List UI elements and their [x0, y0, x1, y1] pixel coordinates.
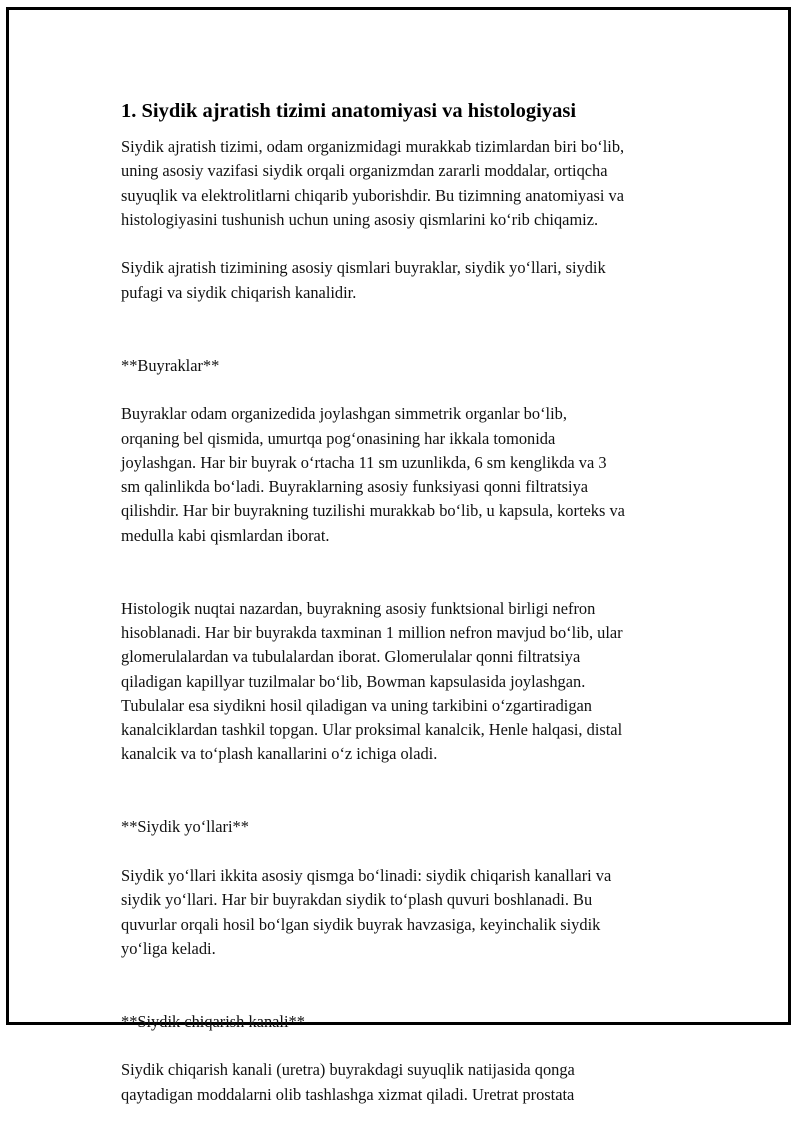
section-uretra: [121, 985, 721, 1106]
parts-paragraph: Siydik ajratish tizimining asosiy qismlari buyraklar, siydik yo‘llari, siydik pufagi va siydik chiqarish kanalidir.: [121, 258, 606, 302]
section-siydik-yollari: [121, 791, 721, 961]
section-body-uretra: Siydik chiqarish kanali (uretra) buyrakdagi suyuqlik natijasida qonga qaytadigan moddalarni olib tashlashga xizmat qiladi. Uretrat prostata: [121, 1060, 575, 1104]
section-body-histology: Histologik nuqtai nazardan, buyrakning asosiy funktsional birligi nefron hisoblanadi. Har bir buyrakda taxminan 1 million nefron mavjud bo‘lib, ular glomerulalardan va tubulalardan iborat. Glomerulalar qonni filtratsiya qiladigan kapillyar tuzilmalar bo‘lib, Bowman kapsulasida joylashgan. Tubulalar esa siydikni hosil qiladigan va uning tarkibini o‘zgartiradigan kanalciklardan tashkil topgan. Ular proksimal kanalcik, Henle halqasi, distal kanalcik va to‘plash kanallarini o‘z ichiga oladi.: [121, 598, 623, 764]
page-frame: [6, 7, 791, 1104]
section-heading-uretra: **Siydik chiqarish kanali**: [121, 1011, 305, 1031]
section-heading-siydik-yollari: **Siydik yo‘llari**: [121, 817, 249, 837]
document-body: [121, 99, 721, 1131]
section-body-buyraklar: Buyraklar odam organizedida joylashgan simmetrik organlar bo‘lib, orqaning bel qismida, umurtqa pog‘onasining har ikkala tomonida joylashgan. Har bir buyrak o‘rtacha 11 sm uzunlikda, 6 sm kenglikda va 3 sm qalinlikda bo‘ladi. Buyraklarning asosiy funksiyasi qonni filtratsiya qilishdir. Har bir buyrakning tuzilishi murakkab bo‘lib, u kapsula, korteks va medulla kabi qismlardan iborat.: [121, 404, 625, 545]
intro-paragraph: Siydik ajratish tizimi, odam organizmidagi murakkab tizimlardan biri bo‘lib, uning asosiy vazifasi siydik orqali organizmdan zararli moddalar, ortiqcha suyuqlik va elektrolitlarni chiqarib yuborishdir. Bu tizimning anatomiyasi va histologiyasini tushunish uchun uning asosiy qismlarini ko‘rib chiqamiz.: [121, 137, 625, 229]
section-heading-buyraklar: **Buyraklar**: [121, 355, 220, 375]
page-title: 1. Siydik ajratish tizimi anatomiyasi va histologiyasi: [121, 100, 577, 122]
section-histology: [121, 572, 721, 766]
section-body-siydik-yollari: Siydik yo‘llari ikkita asosiy qismga bo‘linadi: siydik chiqarish kanallari va siydik yo‘llari. Har bir buyrakdan siydik to‘plash quvuri boshlanadi. Bu quvurlar orqali hosil bo‘lgan siydik buyrak havzasiga, keyinchalik siydik yo‘liga keladi.: [121, 865, 612, 958]
section-buyraklar: [121, 329, 721, 548]
